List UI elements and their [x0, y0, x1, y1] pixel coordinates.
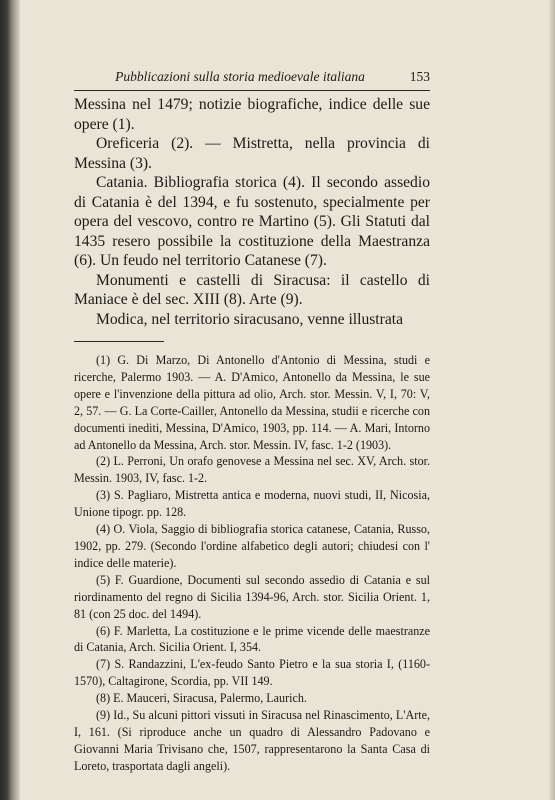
footnote: (5) F. Guardione, Documenti sul secondo assedio di Catania e sul riordinamento del regno di Sicilia 1394-96, Arch. stor. Sicilia Orient. 1, 81 (con 25 doc. del 1494).	[74, 572, 430, 621]
footnote: (9) Id., Su alcuni pittori vissuti in Siracusa nel Rinascimento, L'Arte, I, 161. (Si riproduce anche un quadro di Alessandro Padovano e Giovanni Maria Trivisano che, 1507, rappresentarono la Santa Casa di Loreto, trasportata dagli angeli).	[74, 708, 430, 773]
main-text	[74, 95, 430, 329]
body-paragraph: Messina nel 1479; notizie biografiche, indice delle sue opere (1).	[74, 96, 430, 133]
body-paragraph: Oreficeria (2). — Mistretta, nella provincia di Messina (3).	[74, 135, 430, 172]
header-rule	[74, 90, 430, 91]
footnote: (4) O. Viola, Saggio di bibliografia storica catanese, Catania, Russo, 1902, pp. 279. (Secondo l'ordine alfabetico degli autori; chiudesi con l' indice delle materie).	[74, 522, 430, 570]
scan-binding-shadow	[0, 0, 20, 800]
scan-edge-shadow	[549, 0, 555, 800]
page-number: 153	[409, 69, 430, 84]
book-page	[74, 66, 430, 775]
footnote: (1) G. Di Marzo, Di Antonello d'Antonio di Messina, studi e ricerche, Palermo 1903. — A. D'Amico, Antonello da Messina, le sue opere e l'invenzione della pittura ad olio, Arch. stor. Messin. V, I, 70: V, 2, 57. — G. La Corte-Cailler, Antonello da Messina, studii e ricerche con documenti inediti, Messina, D'Amico, 1903, pp. 114. — A. Mari, Intorno ad Antonello da Messina, Arch. stor. Messin. IV, fasc. 1-2 (1903).	[74, 353, 430, 452]
footnotes	[74, 352, 430, 775]
footnote: (3) S. Pagliaro, Mistretta antica e moderna, nuovi studi, II, Nicosia, Unione tipogr. pp. 128.	[74, 488, 430, 520]
footnote: (6) F. Marletta, La costituzione e le prime vicende delle maestranze di Catania, Arch. Sicilia Orient. I, 354.	[74, 623, 430, 655]
footnote: (8) E. Mauceri, Siracusa, Palermo, Laurich.	[96, 691, 307, 706]
body-paragraph: Catania. Bibliografia storica (4). Il secondo assedio di Catania è del 1394, e fu sostenuto, specialmente per opera del vescovo, contro re Martino (5). Gli Statuti dal 1435 resero possibile la costituzione della Maestranza (6). Un feudo nel territorio Catanese (7).	[74, 174, 430, 269]
footnote: (7) S. Randazzini, L'ex-feudo Santo Pietro e la sua storia I, (1160-1570), Caltagirone, Scordia, pp. VII 149.	[74, 657, 430, 689]
body-paragraph: Modica, nel territorio siracusano, venne illustrata	[96, 310, 404, 328]
footnote: (2) L. Perroni, Un orafo genovese a Messina nel sec. XV, Arch. stor. Messin. 1903, IV, fasc. 1-2.	[74, 454, 430, 486]
running-title: Pubblicazioni sulla storia medioevale italiana	[115, 69, 365, 84]
footnote-rule	[74, 341, 164, 342]
running-head	[74, 66, 430, 88]
body-paragraph: Monumenti e castelli di Siracusa: il castello di Maniace è del sec. XIII (8). Arte (9).	[74, 271, 430, 308]
